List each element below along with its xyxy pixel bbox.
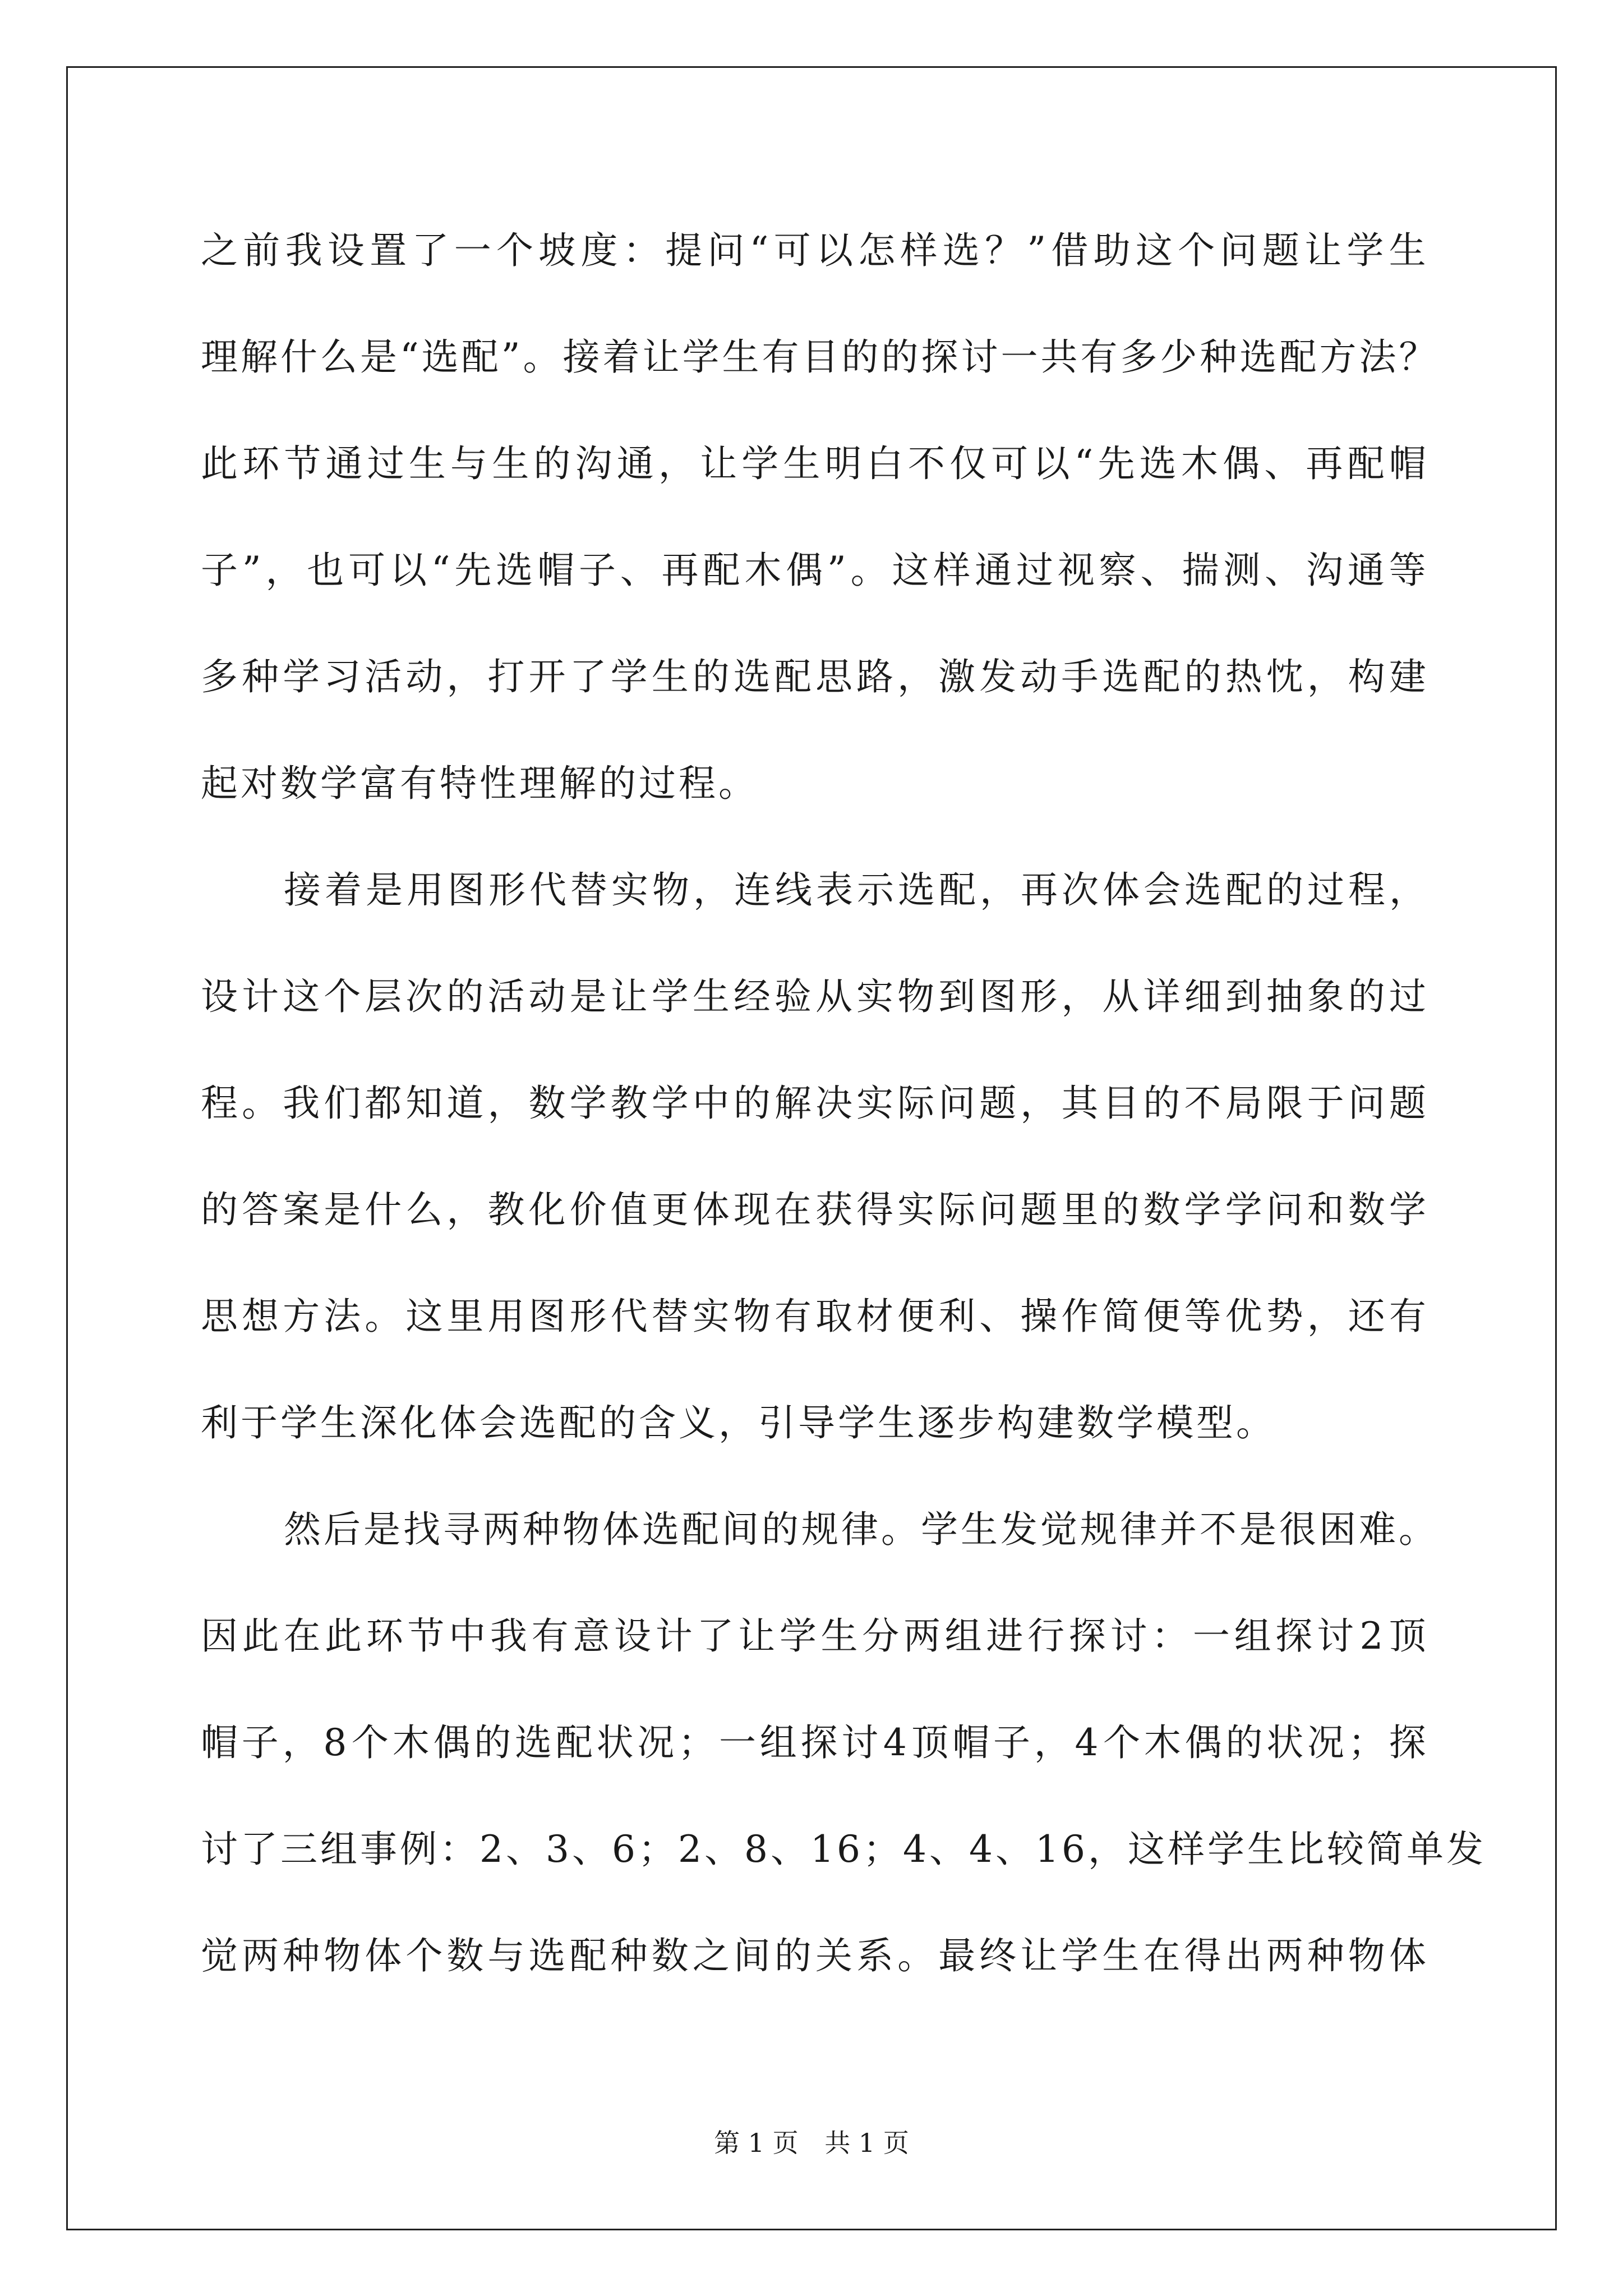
text-line: 接 着 是 用 图 形 代 替 实 物 ， 连 线 表 示 选 配 ， 再 次 体 会 选 配 的 过 程 ， (284, 868, 1429, 912)
text-line: 理 解 什 么 是 “ 选 配 ” 。 接 着 让 学 生 有 目 的 的 探 讨 一 共 有 多 少 种 选 配 方 法 ？ (201, 335, 1439, 379)
text-line: 觉 两 种 物 体 个 数 与 选 配 种 数 之 间 的 关 系 。 最 终 让 学 生 在 得 出 两 种 物 体 (201, 1934, 1429, 1977)
text-line: 因 此 在 此 环 节 中 我 有 意 设 计 了 让 学 生 分 两 组 进 行 探 讨 ： 一 组 探 讨 2 顶 (201, 1614, 1429, 1658)
text-line: 讨 了 三 组 事 例 ： 2 、 3 、 6 ； 2 、 8 、 1 6 ； 4 、 4 、 1 6 ， 这 样 学 生 比 较 简 单 发 (201, 1828, 1486, 1871)
text-line: 然 后 是 找 寻 两 种 物 体 选 配 间 的 规 律 。 学 生 发 觉 规 律 并 不 是 很 困 难 。 (284, 1508, 1438, 1551)
page-footer (0, 2126, 1623, 2160)
page-total: 共 1 页 (824, 2128, 909, 2158)
page-number: 第 1 页 (714, 2128, 799, 2158)
text-line: 设 计 这 个 层 次 的 活 动 是 让 学 生 经 验 从 实 物 到 图 形 ， 从 详 细 到 抽 象 的 过 (201, 975, 1429, 1018)
text-line: 此 环 节 通 过 生 与 生 的 沟 通 ， 让 学 生 明 白 不 仅 可 以 “ 先 选 木 偶 、 再 配 帽 (201, 442, 1429, 485)
text-line: 多 种 学 习 活 动 ， 打 开 了 学 生 的 选 配 思 路 ， 激 发 动 手 选 配 的 热 忱 ， 构 建 (201, 655, 1429, 698)
text-line: 起对数学富有特性理解的过程。 (201, 762, 758, 805)
text-line: 的 答 案 是 什 么 ， 教 化 价 值 更 体 现 在 获 得 实 际 问 题 里 的 数 学 学 问 和 数 学 (201, 1188, 1429, 1231)
text-line: 帽 子 ， 8 个 木 偶 的 选 配 状 况 ； 一 组 探 讨 4 顶 帽 子 ， 4 个 木 偶 的 状 况 ； 探 (201, 1721, 1429, 1764)
paragraph-1 (201, 220, 1439, 859)
text-line: 子 ” ， 也 可 以 “ 先 选 帽 子 、 再 配 木 偶 ” 。 这 样 通 过 视 察 、 揣 测 、 沟 通 等 (201, 549, 1429, 592)
paragraph-2 (201, 859, 1429, 1499)
text-line: 程 。 我 们 都 知 道 ， 数 学 教 学 中 的 解 决 实 际 问 题 ， 其 目 的 不 局 限 于 问 题 (201, 1082, 1429, 1125)
text-line: 思 想 方 法 。 这 里 用 图 形 代 替 实 物 有 取 材 便 利 、 操 作 简 便 等 优 势 ， 还 有 (201, 1295, 1429, 1338)
paragraph-3 (201, 1499, 1486, 2032)
text-line: 之 前 我 设 置 了 一 个 坡 度 ： 提 问 “ 可 以 怎 样 选 ？ ” 借 助 这 个 问 题 让 学 生 (201, 229, 1429, 272)
document-body (201, 220, 1486, 2032)
text-line: 利于学生深化体会选配的含义，引导学生逐步构建数学模型。 (201, 1401, 1276, 1444)
